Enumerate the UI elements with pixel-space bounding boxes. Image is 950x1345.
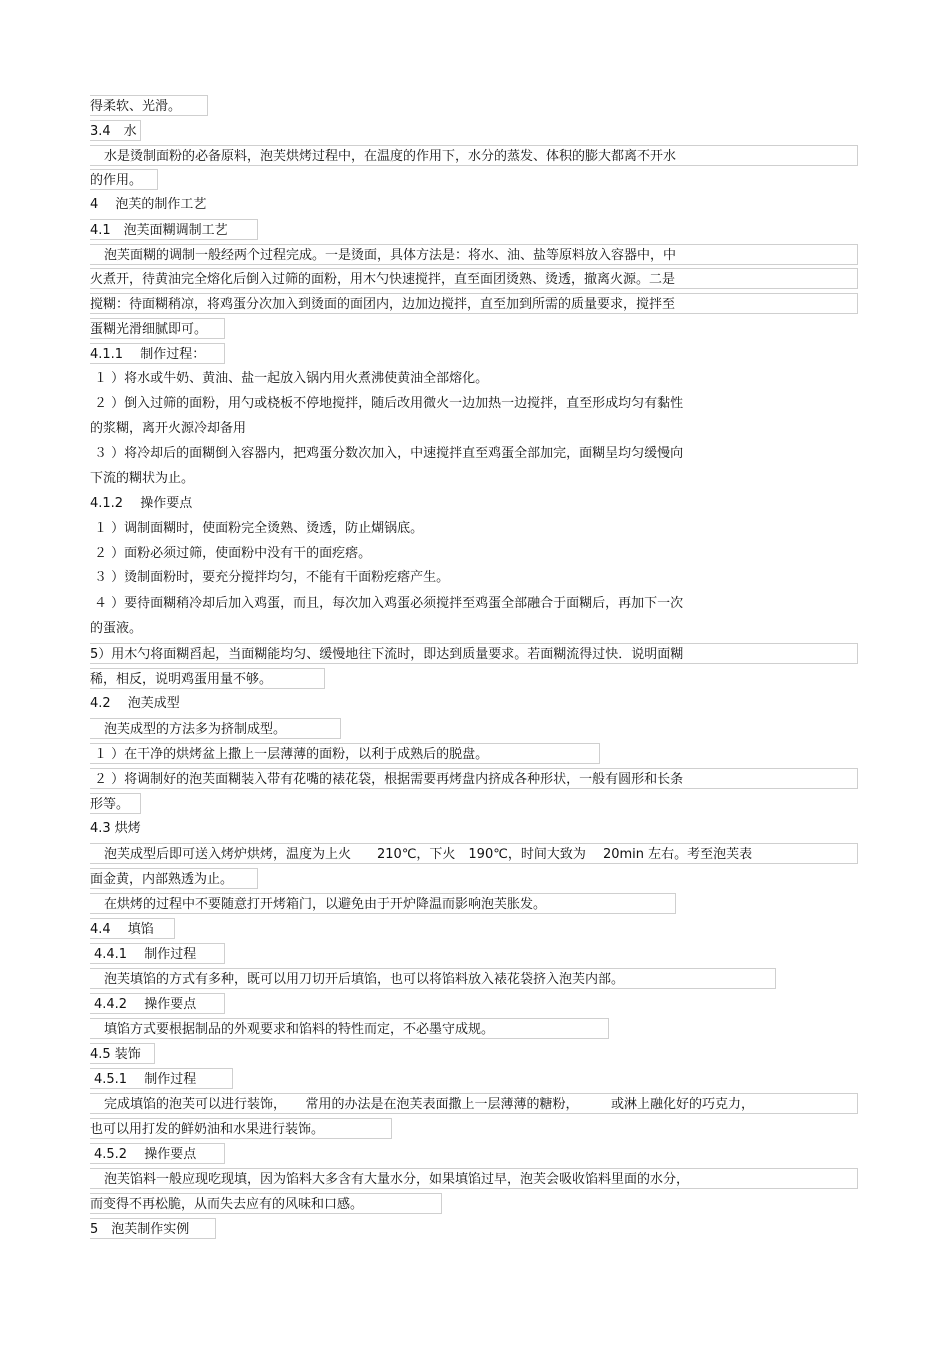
paragraph-line: 泡芙成型后即可送入烤炉烘烤，温度为上火 210℃，下火 190℃，时间大致为 20min 左右。考至泡芙表 [90, 843, 858, 864]
list-item: １ ）在干净的烘烤盆上撒上一层薄薄的面粉，以利于成熟后的脱盘。 [90, 743, 600, 764]
list-item-continuation: 的蛋液。 [90, 621, 143, 636]
text-line: 得柔软、光滑。 [90, 95, 208, 116]
subsubsection-heading: 4.5.2 操作要点 [90, 1143, 225, 1164]
subsection-heading: 4.2 泡芙成型 [90, 696, 180, 711]
subsection-heading: 4.1.2 操作要点 [90, 496, 193, 511]
section-heading: 4 泡芙的制作工艺 [90, 197, 207, 212]
subsection-heading: 4.5 装饰 [90, 1043, 155, 1064]
paragraph-line: 泡芙面糊的调制一般经两个过程完成。一是烫面，具体方法是：将水、油、盐等原料放入容器中，中 [90, 244, 858, 265]
list-item-continuation: 的浆糊，离开火源冷却备用 [90, 421, 247, 436]
paragraph-line: 泡芙成型的方法多为挤制成型。 [90, 718, 341, 739]
subsubsection-heading: 4.4.1 制作过程 [90, 943, 225, 964]
list-item: ３ ）烫制面粉时，要充分搅拌均匀，不能有干面粉疙瘩产生。 [94, 570, 450, 585]
subsection-heading: 4.1.1 制作过程： [90, 343, 225, 364]
paragraph-line: 泡芙馅料一般应现吃现填，因为馅料大多含有大量水分，如果填馅过早，泡芙会吸收馅料里面的水分， [90, 1168, 858, 1189]
paragraph-line: 面金黄，内部熟透为止。 [90, 868, 258, 889]
section-heading: 3.4 水 [90, 120, 141, 141]
section-heading: 5 泡芙制作实例 [90, 1218, 216, 1239]
paragraph-line: 火煮开，待黄油完全熔化后倒入过筛的面粉，用木勺快速搅拌，直至面团烫熟、烫透，撤离火源。二是 [90, 268, 858, 289]
list-item: ４ ）要待面糊稍冷却后加入鸡蛋，而且，每次加入鸡蛋必须搅拌至鸡蛋全部融合于面糊后，再加下一次 [94, 596, 684, 611]
list-item-continuation: 形等。 [90, 793, 141, 814]
subsubsection-heading: 4.5.1 制作过程 [90, 1068, 233, 1089]
paragraph-line: 水是烫制面粉的必备原料，泡芙烘烤过程中，在温度的作用下，水分的蒸发、体积的膨大都离不开水 [90, 145, 858, 166]
list-item: ３ ）将冷却后的面糊倒入容器内，把鸡蛋分数次加入，中速搅拌直至鸡蛋全部加完，面糊呈均匀缓慢向 [94, 446, 684, 461]
subsection-heading: 4.4 填馅 [90, 918, 175, 939]
subsection-heading: 4.1 泡芙面糊调制工艺 [90, 219, 258, 240]
list-item-continuation: 下流的糊状为止。 [90, 471, 195, 486]
subsubsection-heading: 4.4.2 操作要点 [90, 993, 225, 1014]
list-item-continuation: 稀，相反，说明鸡蛋用量不够。 [90, 668, 325, 689]
paragraph-line: 在烘烤的过程中不要随意打开烤箱门，以避免由于开炉降温而影响泡芙胀发。 [90, 893, 676, 914]
paragraph-line: 而变得不再松脆，从而失去应有的风味和口感。 [90, 1193, 442, 1214]
list-item: ２ ）倒入过筛的面粉，用勺或桡板不停地搅拌，随后改用微火一边加热一边搅拌，直至形成均匀有黏性 [94, 396, 684, 411]
list-item: １ ）调制面糊时，使面粉完全烫熟、烫透，防止煳锅底。 [94, 521, 424, 536]
paragraph-line: 蛋糊光滑细腻即可。 [90, 318, 225, 339]
list-item: ２ ）面粉必须过筛，使面粉中没有干的面疙瘩。 [94, 546, 372, 561]
paragraph-line: 搅糊：待面糊稍凉，将鸡蛋分次加入到烫面的面团内，边加边搅拌，直至加到所需的质量要求，搅拌至 [90, 293, 858, 314]
paragraph-line: 填馅方式要根据制品的外观要求和馅料的特性而定，不必墨守成规。 [90, 1018, 609, 1039]
paragraph-line: 也可以用打发的鲜奶油和水果进行装饰。 [90, 1118, 392, 1139]
paragraph-line: 完成填馅的泡芙可以进行装饰， 常用的办法是在泡芙表面撒上一层薄薄的糖粉， 或淋上融化好的巧克力， [90, 1093, 858, 1114]
paragraph-line: 的作用。 [90, 169, 158, 190]
paragraph-line: 泡芙填馅的方式有多种，既可以用刀切开后填馅，也可以将馅料放入裱花袋挤入泡芙内部。 [90, 968, 776, 989]
list-item: ２ ）将调制好的泡芙面糊装入带有花嘴的裱花袋，根据需要再烤盘内挤成各种形状，一般有圆形和长条 [90, 768, 858, 789]
list-item: 5）用木勺将面糊舀起，当面糊能均匀、缓慢地往下流时，即达到质量要求。若面糊流得过快．说明面糊 [90, 643, 858, 664]
list-item: １ ）将水或牛奶、黄油、盐一起放入锅内用火煮沸使黄油全部熔化。 [94, 371, 489, 386]
subsection-heading: 4.3 烘烤 [90, 821, 141, 836]
